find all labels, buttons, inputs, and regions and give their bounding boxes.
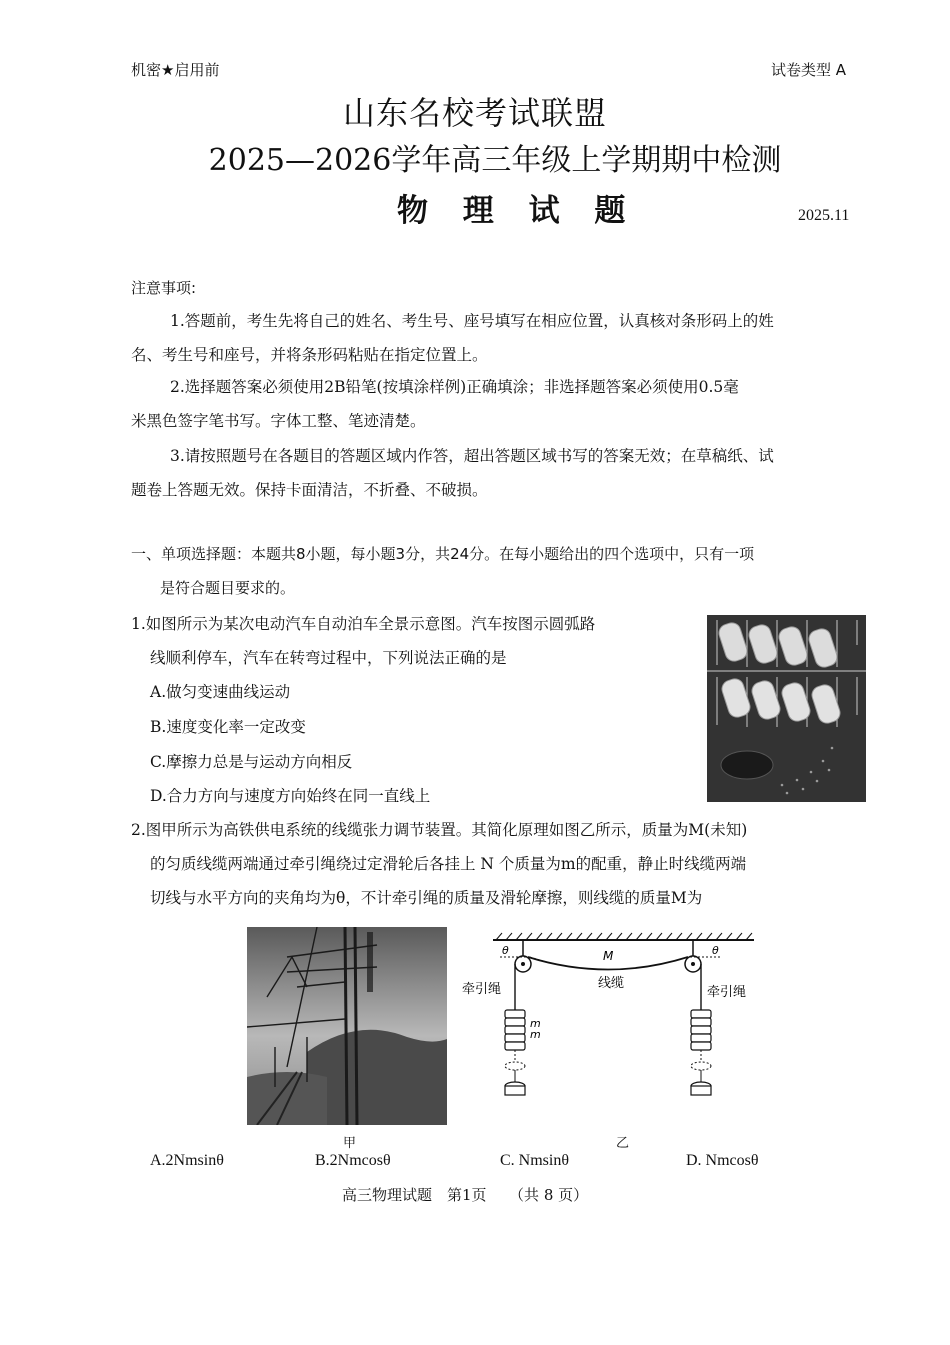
subject-title: 物 理 试 题 (397, 193, 638, 229)
cable-mass-label: M (603, 949, 614, 963)
notice-item-3-line-2: 题卷上答题无效。保持卡面清洁，不折叠、不破损。 (131, 481, 488, 499)
q1-option-b[interactable]: B.速度变化率一定改变 (150, 718, 306, 736)
figure-a-label: 甲 (343, 1136, 357, 1151)
theta-right-label: θ (712, 944, 719, 957)
notice-item-2-line-2: 米黑色签字笔书写。字体工整、笔迹清楚。 (131, 412, 426, 430)
q2-option-c[interactable]: C. Nmsinθ (500, 1152, 570, 1169)
theta-left-label: θ (502, 944, 509, 957)
confidential-label: 机密★启用前 (131, 61, 220, 79)
exam-org-title: 山东名校考试联盟 (342, 94, 607, 132)
weight-m-label-2: m (530, 1028, 541, 1041)
q2-option-b[interactable]: B.2Nmcosθ (315, 1152, 391, 1169)
q1-option-a[interactable]: A.做匀变速曲线运动 (150, 683, 291, 701)
parking-lot-photo (707, 615, 866, 802)
notice-item-1-line-1: 1.答题前，考生先将自己的姓名、考生号、座号填写在相应位置，认真核对条形码上的姓 (170, 312, 774, 330)
exam-date: 2025.11 (798, 207, 850, 224)
q1-option-c[interactable]: C.摩擦力总是与运动方向相反 (150, 753, 353, 771)
weight-m-label-1: m (530, 1017, 541, 1030)
q2-option-a[interactable]: A.2Nmsinθ (150, 1152, 224, 1169)
q2-stem-line-3: 切线与水平方向的夹角均为θ，不计牵引绳的质量及滑轮摩擦，则线缆的质量M为 (150, 889, 703, 907)
q2-stem-line-2: 的匀质线缆两端通过牵引绳绕过定滑轮后各挂上 N 个质量为m的配重，静止时线缆两端 (150, 855, 747, 873)
section-1-heading-line-1: 一、单项选择题：本题共8小题，每小题3分，共24分。在每小题给出的四个选项中，只有一项 (131, 545, 755, 563)
notice-item-2-line-1: 2.选择题答案必须使用2B铅笔(按填涂样例)正确填涂；非选择题答案必须使用0.5毫 (170, 378, 739, 396)
q1-stem-line-2: 线顺利停车，汽车在转弯过程中，下列说法正确的是 (150, 649, 507, 667)
page-footer: 高三物理试题 第1页 （共 8 页） (342, 1186, 589, 1204)
paper-type-label: 试卷类型 A (771, 61, 847, 79)
rope-right-label: 牵引绳 (707, 985, 747, 1000)
railway-catenary-photo (247, 927, 447, 1125)
rope-left-label: 牵引绳 (462, 982, 502, 997)
notice-item-3-line-1: 3.请按照题号在各题目的答题区域内作答，超出答题区域书写的答案无效；在草稿纸、试 (170, 447, 774, 465)
section-1-heading-line-2: 是符合题目要求的。 (160, 579, 296, 597)
notice-heading: 注意事项: (131, 279, 197, 297)
pulley-diagram (458, 930, 758, 1110)
q1-stem-line-1: 1.如图所示为某次电动汽车自动泊车全景示意图。汽车按图示圆弧路 (131, 615, 596, 633)
q2-stem-line-1: 2.图甲所示为高铁供电系统的线缆张力调节装置。其简化原理如图乙所示，质量为M(未知) (131, 821, 748, 839)
exam-name-title: 2025—2026学年高三年级上学期期中检测 (208, 143, 782, 178)
q2-option-d[interactable]: D. Nmcosθ (686, 1152, 759, 1169)
q1-option-d[interactable]: D.合力方向与速度方向始终在同一直线上 (150, 787, 431, 805)
cable-label: 线缆 (598, 976, 625, 991)
notice-item-1-line-2: 名、考生号和座号，并将条形码粘贴在指定位置上。 (131, 346, 488, 364)
figure-b-label: 乙 (616, 1136, 630, 1151)
